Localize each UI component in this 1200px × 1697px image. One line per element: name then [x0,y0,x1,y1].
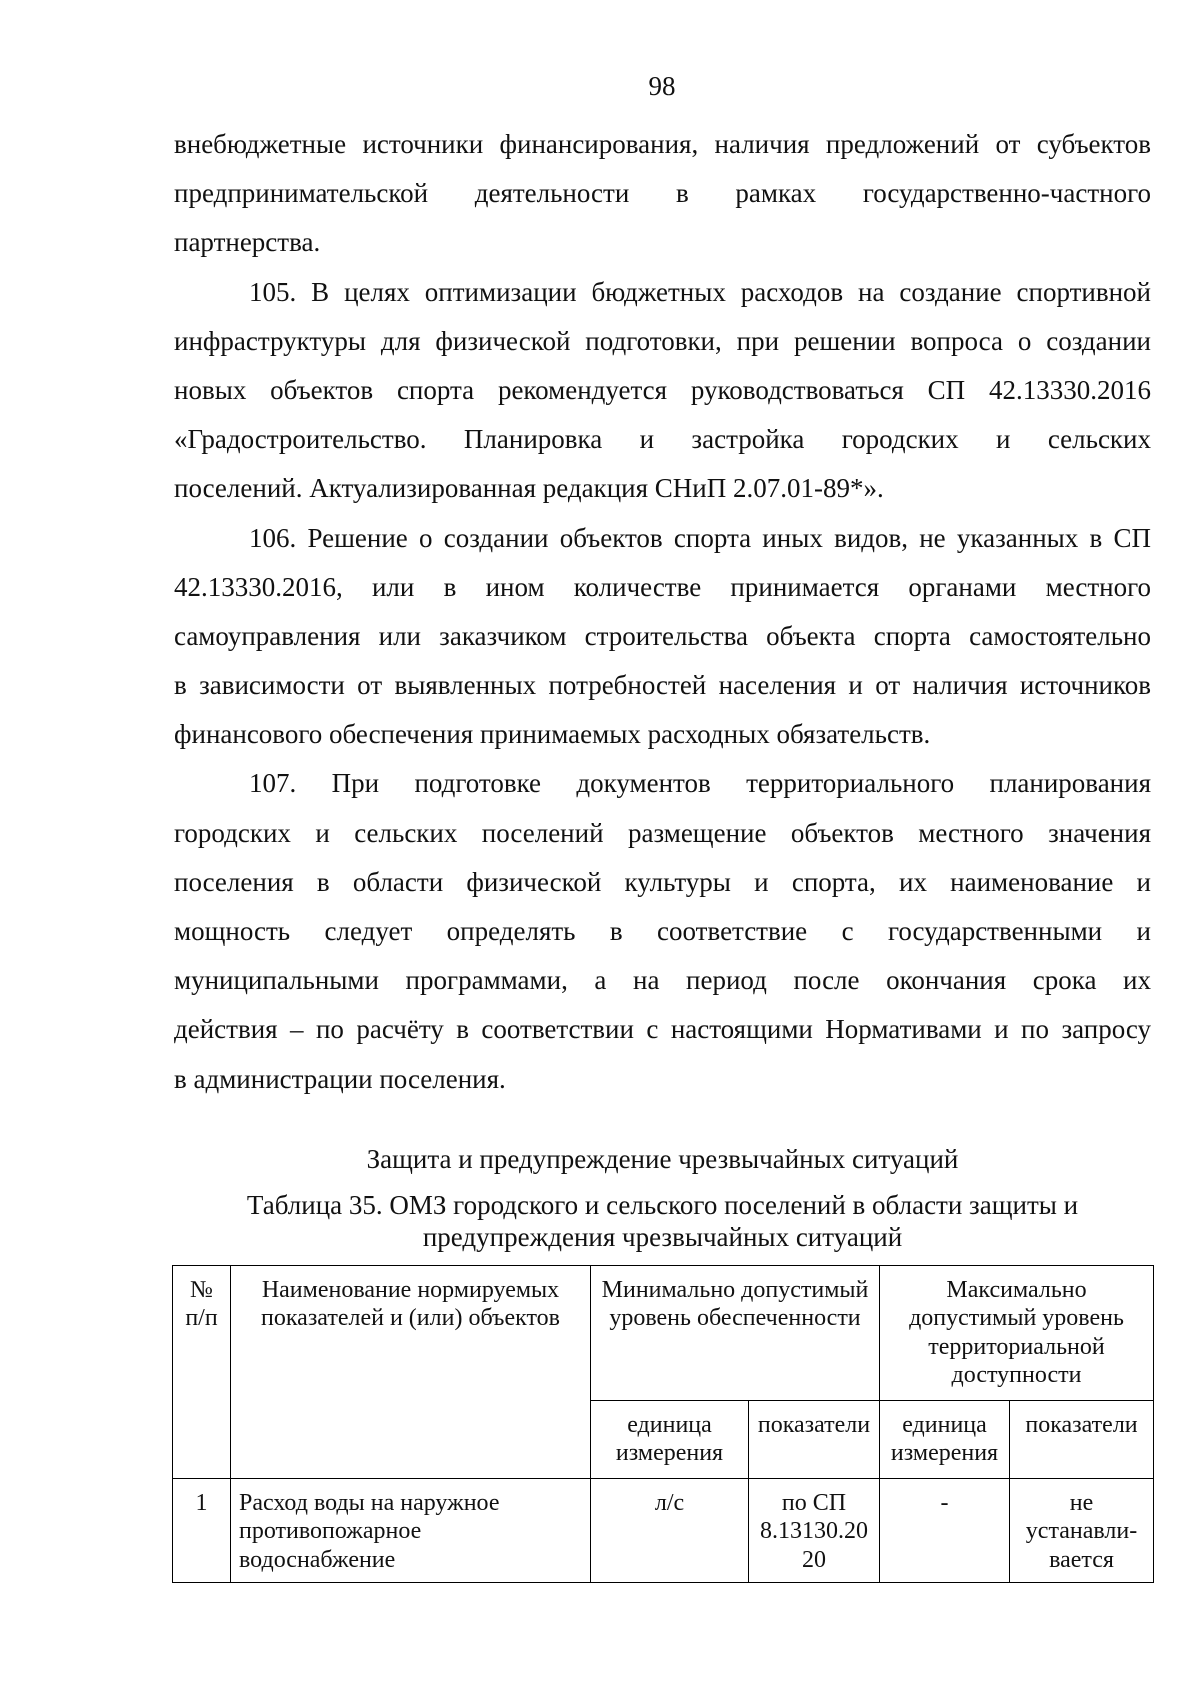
header-name-cell: Наименование нормируемых показателей и (или) объектов [231,1266,591,1479]
text-line: 42.13330.2016, или в ином количестве принимается органами местного [174,571,1151,602]
page-number: 98 [648,71,676,101]
table-caption [174,1189,1151,1253]
text-line: поселений. Актуализированная редакция СНиП 2.07.01-89*». [174,473,884,504]
paragraph-105-start: 105. В целях оптимизации бюджетных расходов на создание спортивной [249,276,1151,307]
row-num-cell: 1 [173,1479,231,1583]
table-row [173,1479,1154,1583]
table-header-row [173,1266,1154,1401]
text-line: городских и сельских поселений размещение объектов местного значения [174,817,1151,848]
row-max-value-cell: не устанавли- вается [1010,1479,1154,1583]
text-line: партнерства. [174,227,321,258]
text-line: в зависимости от выявленных потребностей населения и от наличия источников [174,670,1151,701]
subheader-max-unit-cell: единица измерения [880,1401,1010,1479]
text-line: самоуправления или заказчиком строительства объекта спорта самостоятельно [174,620,1151,651]
text-line: «Градостроительство. Планировка и застройка городских и сельских [174,424,1151,455]
subheader-min-unit-cell: единица измерения [591,1401,749,1479]
subheader-min-value-cell: показатели [749,1401,880,1479]
row-min-value-cell: по СП 8.13130.20 20 [749,1479,880,1583]
caption-line: Таблица 35. ОМЗ городского и сельского поселений в области защиты и [246,1190,1079,1220]
section-heading: Защита и предупреждение чрезвычайных ситуаций [366,1144,959,1174]
text-line: мощность следует определять в соответствие с государственными и [174,916,1151,946]
text-line: внебюджетные источники финансирования, наличия предложений от субъектов [174,129,1151,159]
paragraph-106-start: 106. Решение о создании объектов спорта иных видов, не указанных в СП [249,522,1151,553]
text-line: в администрации поселения. [174,1063,506,1094]
header-min-level-cell: Минимально допустимый уровень обеспеченности [591,1266,880,1401]
subheader-max-value-cell: показатели [1010,1401,1154,1479]
text-line: финансового обеспечения принимаемых расходных обязательств. [174,719,931,750]
caption-line: предупреждения чрезвычайных ситуаций [422,1222,903,1252]
text-line: предпринимательской деятельности в рамках государственно-частного [174,178,1151,209]
body-text [174,120,1151,1104]
header-num-cell: № п/п [173,1266,231,1479]
text-line: муниципальными программами, а на период после окончания срока их [174,965,1151,996]
text-line: поселения в области физической культуры и спорта, их наименование и [174,866,1151,897]
row-min-unit-cell: л/с [591,1479,749,1583]
row-max-unit-cell: - [880,1479,1010,1583]
text-line: действия – по расчёту в соответствии с настоящими Нормативами и по запросу [174,1014,1151,1045]
text-line: новых объектов спорта рекомендуется руководствоваться СП 42.13330.2016 [174,374,1151,405]
text-line: инфраструктуры для физической подготовки, при решении вопроса о создании [174,325,1151,356]
standards-table [172,1265,1154,1583]
row-name-cell: Расход воды на наружное противопожарное водоснабжение [231,1479,591,1583]
header-max-access-cell: Максимально допустимый уровень территориальной доступности [880,1266,1154,1401]
paragraph-107-start: 107. При подготовке документов территориального планирования [249,768,1151,799]
